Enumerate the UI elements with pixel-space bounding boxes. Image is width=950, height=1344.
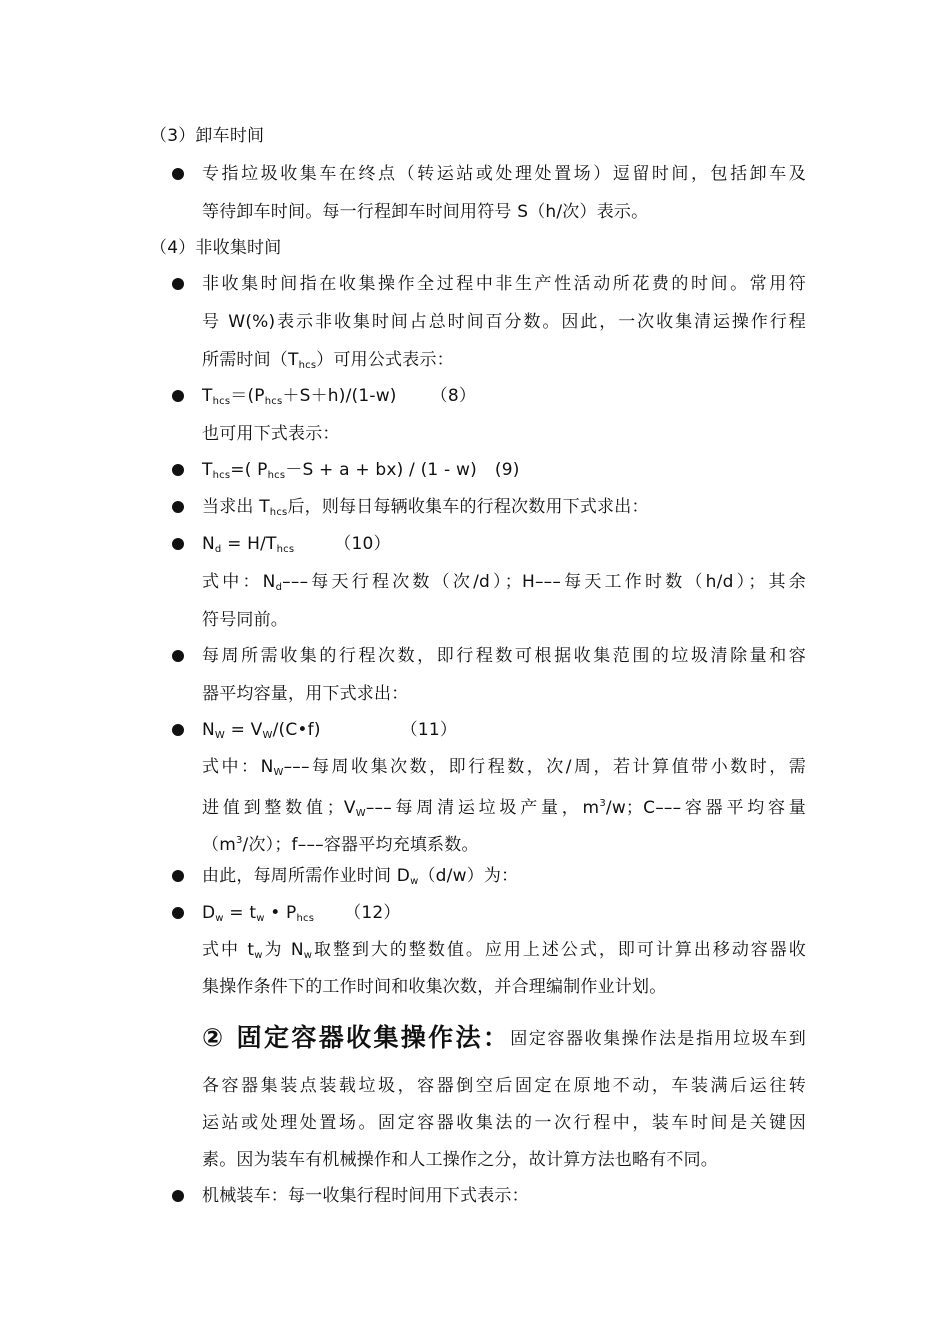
paragraph-line: 当求出 $T_{hcs}$后，则每日每辆收集车的行程次数用下式求出： [202, 497, 649, 518]
fixed-container-heading: ② 固定容器收集操作法： [202, 1023, 511, 1052]
paragraph-line: 式中：$N_d---$每天行程次数（次/d）；H–––每天工作时数（h/d）；其余 [202, 572, 806, 593]
formula-12: $D_w = t_w$ • $P_{hcs}$ （12） [202, 903, 401, 924]
paragraph-line: 进值到整数值；$V_W---$每周清运垃圾产量，$m^3/w$；C–––容器平均容量 [202, 798, 806, 819]
paragraph-line: 由此，每周所需作业时间 $D_w(d/w)$为： [202, 866, 519, 887]
paragraph-line: 号 W(%)表示非收集时间占总时间百分数。因此，一次收集清运操作行程 [202, 312, 806, 332]
bullet-icon [172, 464, 184, 476]
equation-number: （12） [344, 903, 401, 923]
bullet-icon [172, 1190, 184, 1202]
paragraph-line: 式中：$N_W---$每周收集次数，即行程数，次/周，若计算值带小数时，需 [202, 757, 806, 778]
paragraph-line: 也可用下式表示： [202, 424, 340, 444]
formula-11: $N_W$ = $V_W/(C•f)$ （11） [202, 720, 458, 741]
paragraph-line: 所需时间$(T_{hcs})$可用公式表示： [202, 350, 454, 371]
paragraph-line: 专指垃圾收集车在终点（转运站或处理处置场）逗留时间，包括卸车及 [202, 164, 806, 184]
paragraph-line: 素。因为装车有机械操作和人工操作之分，故计算方法也略有不同。 [202, 1150, 718, 1170]
bullet-icon [172, 278, 184, 290]
bullet-icon [172, 650, 184, 662]
paragraph-line: 等待卸车时间。每一行程卸车时间用符号 S（h/次）表示。 [202, 202, 649, 222]
formula-8: $T_{hcs}=(P_{hcs}+S+h)/(1-w)$ （8） [202, 386, 477, 407]
paragraph-line: 符号同前。 [202, 610, 288, 630]
paragraph-line: 集操作条件下的工作时间和收集次数，并合理编制作业计划。 [202, 977, 667, 997]
section-3-heading: （3）卸车时间 [150, 126, 265, 146]
bullet-icon [172, 724, 184, 736]
bullet-icon [172, 870, 184, 882]
paragraph-line: 非收集时间指在收集操作全过程中非生产性活动所花费的时间。常用符 [202, 274, 806, 294]
paragraph-line: 式中 $t_w$为 $N_w$取整到大的整数值。应用上述公式，即可计算出移动容器收 [202, 940, 806, 961]
bullet-icon [172, 907, 184, 919]
formula-9: $T_{hcs}=$( $P_{hcs}-S + a + bx) / (1 - w)$ (9) [202, 460, 520, 481]
bullet-icon [172, 168, 184, 180]
equation-number: (9) [494, 460, 520, 480]
equation-number: （10） [334, 534, 391, 554]
paragraph-line: 运站或处理处置场。固定容器收集法的一次行程中，装车时间是关键因 [202, 1113, 806, 1133]
bullet-icon [172, 538, 184, 550]
bullet-icon [172, 501, 184, 513]
paragraph-line: （$m^3/$次）；f–––容器平均充填系数。 [202, 835, 479, 855]
equation-number: （11） [400, 720, 458, 740]
bullet-icon [172, 390, 184, 402]
paragraph-line: 机械装车：每一收集行程时间用下式表示： [202, 1186, 529, 1206]
equation-number: （8） [430, 386, 477, 406]
formula-10: $N_d = H/T_{hcs}$ （10） [202, 534, 391, 555]
section-4-heading: （4）非收集时间 [150, 238, 282, 258]
fixed-container-paragraph-first-line: ② 固定容器收集操作法：固定容器收集操作法是指用垃圾车到 [202, 1023, 806, 1052]
paragraph-line: 各容器集装点装载垃圾，容器倒空后固定在原地不动，车装满后运往转 [202, 1076, 806, 1096]
paragraph-line: 每周所需收集的行程次数，即行程数可根据收集范围的垃圾清除量和容 [202, 646, 806, 666]
paragraph-line: 器平均容量，用下式求出： [202, 684, 409, 704]
